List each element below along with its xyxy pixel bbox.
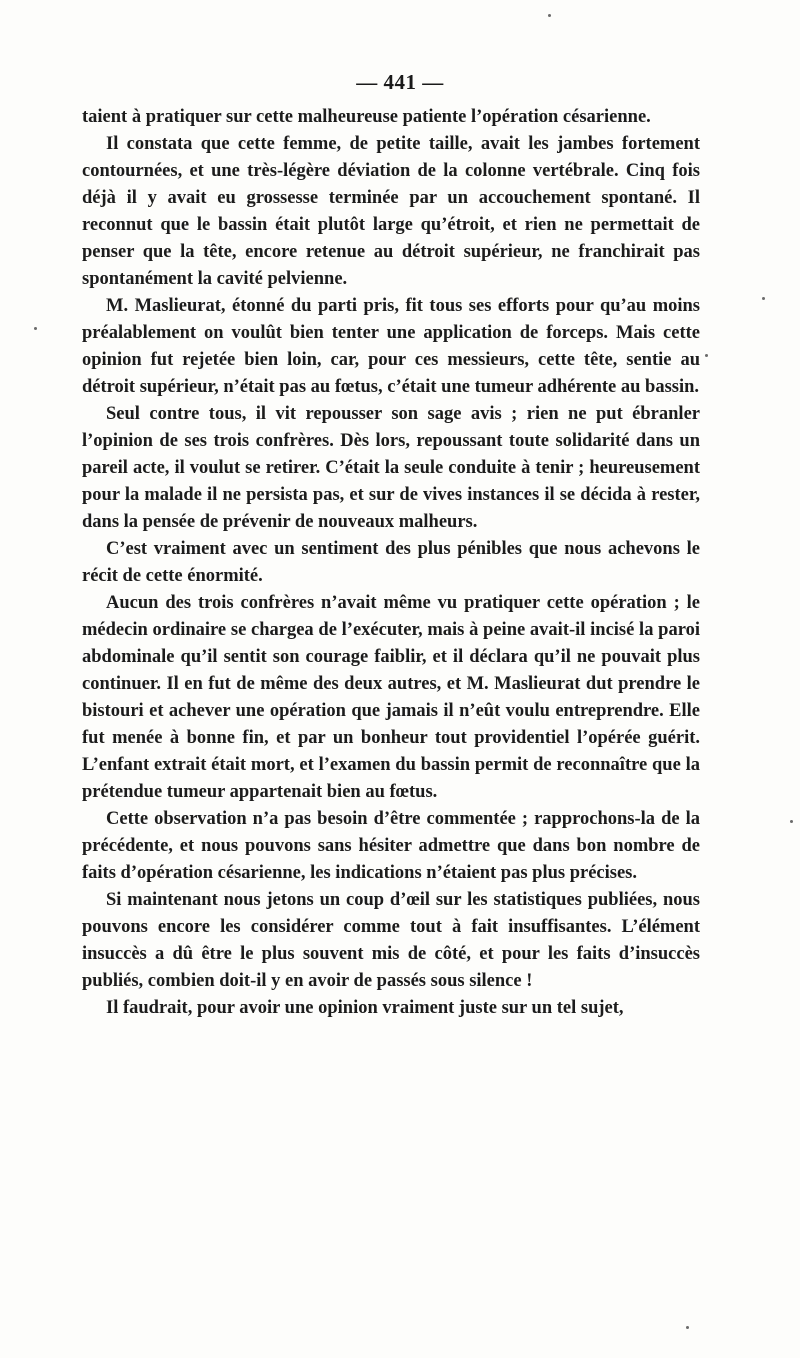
paragraph: M. Maslieurat, étonné du parti pris, fit tous ses efforts pour qu’au moins préalablement on voulût bien tenter une application de forceps. Mais cette opinion fut rejetée bien loin, car, pour ces messieurs, cette tête, sentie au détroit supérieur, n’était pas au fœtus, c’était une tumeur adhérente au bassin.: [82, 296, 700, 397]
body-text: [82, 104, 700, 1022]
paragraph: Aucun des trois confrères n’avait même vu pratiquer cette opération ; le médecin ordinaire se chargea de l’exécuter, mais à peine avait-il incisé la paroi abdominale qu’il sentit son courage faiblir, et il déclara qu’il ne pouvait plus continuer. Il en fut de même des deux autres, et M. Maslieurat dut prendre le bistouri et achever une opération que jamais il n’eût voulu entreprendre. Elle fut menée à bonne fin, et par un bonheur tout providentiel l’opérée guérit. L’enfant extrait était mort, et l’examen du bassin permit de reconnaître que la prétendue tumeur appartenait bien au fœtus.: [82, 593, 700, 802]
paragraph-continuation: taient à pratiquer sur cette malheureuse patiente l’opération césarienne.: [82, 107, 651, 127]
paper-speck: [762, 297, 765, 300]
paragraph: Il faudrait, pour avoir une opinion vraiment juste sur un tel sujet,: [106, 998, 624, 1018]
paragraph: Seul contre tous, il vit repousser son sage avis ; rien ne put ébranler l’opinion de ses trois confrères. Dès lors, repoussant toute solidarité dans un pareil acte, il voulut se retirer. C’était la seule conduite à tenir ; heureusement pour la malade il ne persista pas, et sur de vives instances il se décida à rester, dans la pensée de prévenir de nouveaux malheurs.: [82, 404, 700, 532]
paper-speck: [34, 327, 37, 330]
paragraph: Si maintenant nous jetons un coup d’œil sur les statistiques publiées, nous pouvons encore les considérer comme tout à fait insuffisantes. L’élément insuccès a dû être le plus souvent mis de côté, et pour les faits d’insuccès publiés, combien doit-il y en avoir de passés sous silence !: [82, 890, 700, 991]
paper-speck: [686, 1326, 689, 1329]
paragraph: C’est vraiment avec un sentiment des plus pénibles que nous achevons le récit de cette énormité.: [82, 539, 700, 586]
paper-speck: [705, 354, 708, 357]
paper-speck: [790, 820, 793, 823]
paragraph: Il constata que cette femme, de petite taille, avait les jambes fortement contournées, et une très-légère déviation de la colonne vertébrale. Cinq fois déjà il y avait eu grossesse terminée par un accouchement spontané. Il reconnut que le bassin était plutôt large qu’étroit, et rien ne permettait de penser que la tête, encore retenue au détroit supérieur, ne franchirait pas spontanément la cavité pelvienne.: [82, 134, 700, 289]
page-number: — 441 —: [356, 70, 444, 94]
paragraph: Cette observation n’a pas besoin d’être commentée ; rapprochons-la de la précédente, et nous pouvons sans hésiter admettre que dans bon nombre de faits d’opération césarienne, les indications n’étaient pas plus précises.: [82, 809, 700, 883]
paper-speck: [548, 14, 551, 17]
